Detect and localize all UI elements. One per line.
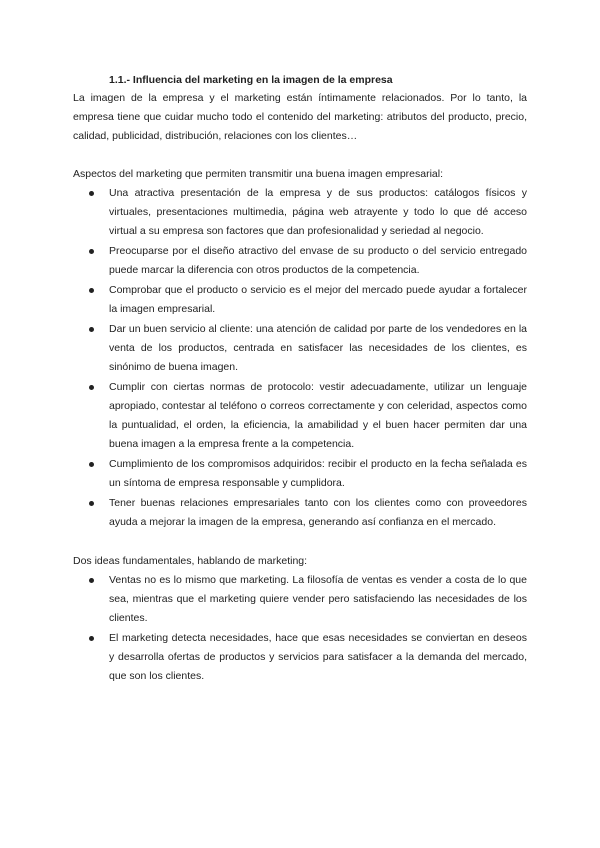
list-item-text: Preocuparse por el diseño atractivo del envase de su producto o del servicio entregado puede marcar la diferencia con otros productos de la competencia. bbox=[109, 245, 527, 276]
ideas-list bbox=[73, 571, 527, 686]
document-body bbox=[73, 72, 527, 687]
list-item bbox=[73, 571, 527, 628]
list-item bbox=[73, 281, 527, 319]
bullet-icon bbox=[89, 249, 94, 254]
list-item bbox=[73, 455, 527, 493]
bullet-icon bbox=[89, 191, 94, 196]
list-item bbox=[73, 184, 527, 241]
list-item-text: Una atractiva presentación de la empresa y de sus productos: catálogos físicos y virtuales, presentaciones multimedia, página web atrayente y todo lo que dé acceso virtual a su empresa son factores que dan profesionalidad y seriedad al negocio. bbox=[109, 187, 527, 237]
list-item bbox=[73, 494, 527, 532]
list-item bbox=[73, 378, 527, 454]
paragraph-spacer bbox=[73, 533, 527, 552]
list-item-text: Comprobar que el producto o servicio es el mejor del mercado puede ayudar a fortalecer la imagen empresarial. bbox=[109, 284, 527, 315]
bullet-icon bbox=[89, 288, 94, 293]
list-item-text: Ventas no es lo mismo que marketing. La filosofía de ventas es vender a costa de lo que sea, mientras que el marketing quiere vender pero satisfaciendo las necesidades de los clientes. bbox=[109, 574, 527, 624]
ideas-lead: Dos ideas fundamentales, hablando de marketing: bbox=[73, 555, 308, 567]
bullet-icon bbox=[89, 501, 94, 506]
list-item-text: Tener buenas relaciones empresariales tanto con los clientes como con proveedores ayuda a mejorar la imagen de la empresa, generando así confianza en el mercado. bbox=[109, 497, 527, 528]
list-item bbox=[73, 242, 527, 280]
list-item-text: Cumplir con ciertas normas de protocolo: vestir adecuadamente, utilizar un lenguaje apropiado, contestar al teléfono o correos correctamente y con celeridad, aspectos como la puntualidad, el orden, la eficiencia, la amabilidad y el buen hacer permiten dar una buena imagen a la empresa frente a la competencia. bbox=[109, 381, 527, 450]
intro-paragraph: La imagen de la empresa y el marketing están íntimamente relacionados. Por lo tanto, la empresa tiene que cuidar mucho todo el contenido del marketing: atributos del producto, precio, calidad, publicidad, distribución, relaciones con los clientes… bbox=[73, 92, 527, 142]
list-item-text: Cumplimiento de los compromisos adquiridos: recibir el producto en la fecha señalada es un síntoma de empresa responsable y cumplidora. bbox=[109, 458, 527, 489]
aspects-list bbox=[73, 184, 527, 532]
list-item bbox=[73, 629, 527, 686]
aspects-lead: Aspectos del marketing que permiten transmitir una buena imagen empresarial: bbox=[73, 168, 444, 180]
bullet-icon bbox=[89, 385, 94, 390]
bullet-icon bbox=[89, 327, 94, 332]
list-item-text: El marketing detecta necesidades, hace que esas necesidades se conviertan en deseos y desarrolla ofertas de productos y servicios para satisfacer a la demanda del mercado, que son los clientes. bbox=[109, 632, 527, 682]
list-item bbox=[73, 320, 527, 377]
section-heading: 1.1.- Influencia del marketing en la imagen de la empresa bbox=[109, 74, 393, 86]
bullet-icon bbox=[89, 462, 94, 467]
bullet-icon bbox=[89, 578, 94, 583]
list-item-text: Dar un buen servicio al cliente: una atención de calidad por parte de los vendedores en la venta de los productos, centrada en satisfacer las necesidades de los clientes, es sinónimo de buena imagen. bbox=[109, 323, 527, 373]
bullet-icon bbox=[89, 636, 94, 641]
paragraph-spacer bbox=[73, 146, 527, 165]
